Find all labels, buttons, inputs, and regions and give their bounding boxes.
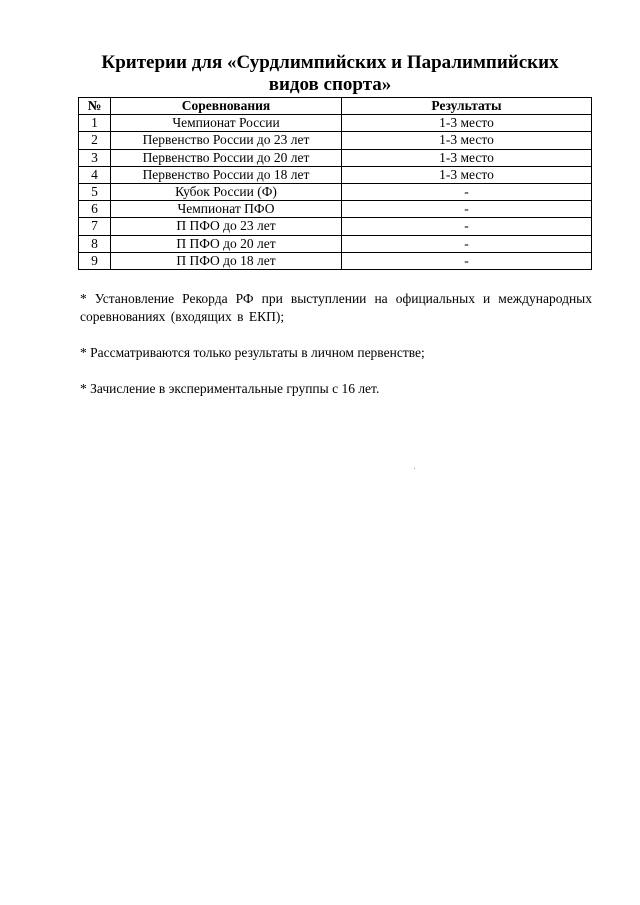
cell-number: 7 xyxy=(79,218,111,235)
cell-competition: Чемпионат России xyxy=(111,115,342,132)
cell-number: 6 xyxy=(79,201,111,218)
cell-result: - xyxy=(342,235,592,252)
header-number: № xyxy=(79,98,111,115)
cell-competition: П ПФО до 23 лет xyxy=(111,218,342,235)
note-record: * Установление Рекорда РФ при выступлении на официальных и международных соревнованиях (входящих в ЕКП); xyxy=(80,291,592,324)
document-title xyxy=(60,52,600,96)
cell-result: - xyxy=(342,218,592,235)
cell-result: 1-3 место xyxy=(342,166,592,183)
cell-result: - xyxy=(342,183,592,200)
cell-number: 1 xyxy=(79,115,111,132)
cell-result: 1-3 место xyxy=(342,149,592,166)
cell-competition: Первенство России до 23 лет xyxy=(111,132,342,149)
cell-number: 3 xyxy=(79,149,111,166)
cell-number: 8 xyxy=(79,235,111,252)
criteria-table xyxy=(78,97,592,270)
table-header-row xyxy=(79,98,592,115)
table-row xyxy=(79,132,592,149)
cell-competition: Первенство России до 20 лет xyxy=(111,149,342,166)
table-row xyxy=(79,115,592,132)
cell-result: 1-3 место xyxy=(342,115,592,132)
cell-competition: П ПФО до 20 лет xyxy=(111,235,342,252)
notes-section xyxy=(80,290,592,416)
table-row xyxy=(79,235,592,252)
title-line-1: Критерии для «Сурдлимпийских и Паралимпийских xyxy=(101,52,559,73)
table-row xyxy=(79,201,592,218)
note-experimental-groups: * Зачисление в экспериментальные группы с 16 лет. xyxy=(80,381,380,396)
cell-number: 2 xyxy=(79,132,111,149)
cell-result: - xyxy=(342,252,592,269)
header-results: Результаты xyxy=(342,98,592,115)
scan-speck xyxy=(414,468,415,469)
table-row xyxy=(79,166,592,183)
header-competitions: Соревнования xyxy=(111,98,342,115)
table-row xyxy=(79,218,592,235)
cell-competition: Чемпионат ПФО xyxy=(111,201,342,218)
cell-competition: П ПФО до 18 лет xyxy=(111,252,342,269)
title-line-2: видов спорта» xyxy=(268,74,392,95)
table-row xyxy=(79,252,592,269)
note-personal-results: * Рассматриваются только результаты в личном первенстве; xyxy=(80,345,425,360)
cell-number: 5 xyxy=(79,183,111,200)
cell-result: 1-3 место xyxy=(342,132,592,149)
cell-number: 9 xyxy=(79,252,111,269)
table-row xyxy=(79,183,592,200)
cell-competition: Первенство России до 18 лет xyxy=(111,166,342,183)
cell-number: 4 xyxy=(79,166,111,183)
cell-competition: Кубок России (Ф) xyxy=(111,183,342,200)
cell-result: - xyxy=(342,201,592,218)
table-row xyxy=(79,149,592,166)
